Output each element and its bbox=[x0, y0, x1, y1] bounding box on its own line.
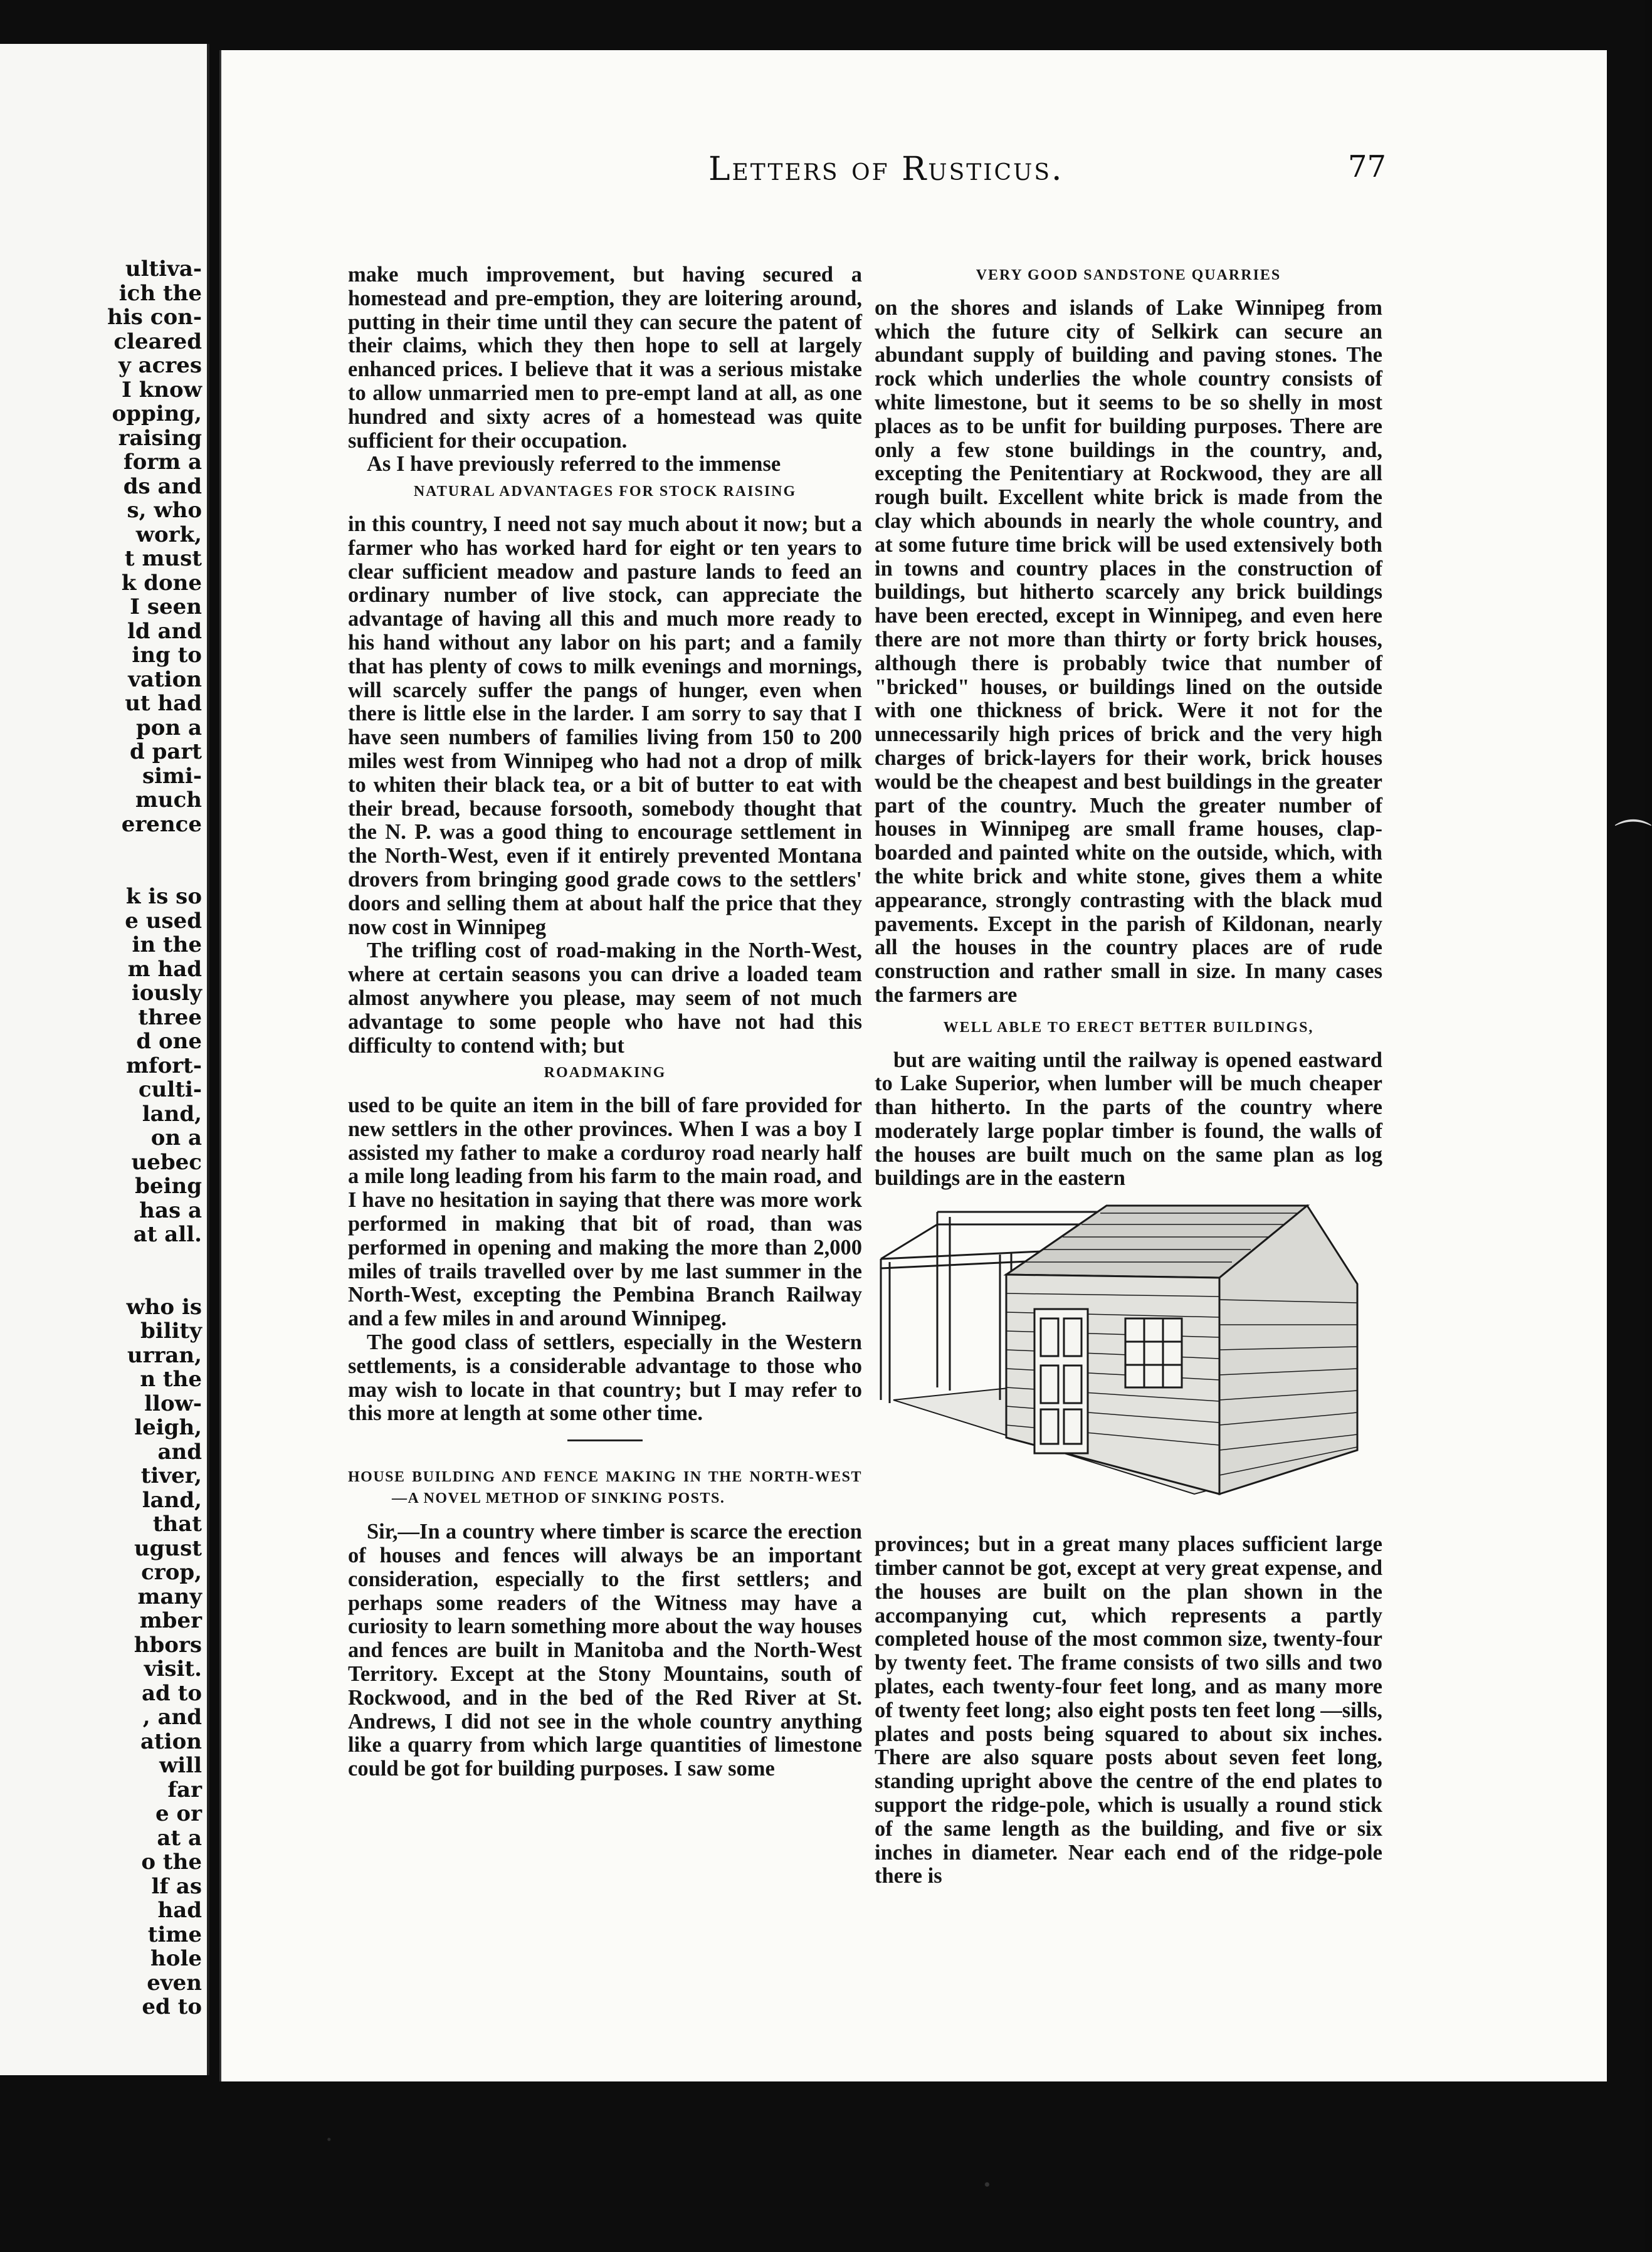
paragraph: Sir,—In a country where timber is scarce the erection of houses and fences will always be an important consideration, especially to the first settlers; and perhaps some readers of the Witness may have a curiosity to learn something more about the way houses and fences are built in Manitoba and the North-West Territory. Except at the Stony Mountains, south of Rockwood, and in the bed of the Red River at St. Andrews, I did not see in the whole country anything like a quarry from which large quantities of limestone could be got for building purposes. I saw some bbox=[348, 1520, 862, 1781]
line-fragment: far bbox=[167, 1777, 202, 1802]
scan-mark: ⌒ bbox=[1614, 817, 1652, 861]
line-fragment: cleared bbox=[113, 329, 202, 354]
paragraph: used to be quite an item in the bill of fare provided for new settlers in the other provinces. When I was a boy I assisted my father to make a corduroy road nearly half a mile long leading from his farm to the main road, and I have no hesitation in saying that there was more work performed in making that bit of road, than was performed in opening and making the more than 2,000 miles of trails travelled over by me last summer in the North-West, excepting the Pembina Branch Railway and a few miles in and around Winnipeg. bbox=[348, 1093, 862, 1331]
line-fragment: visit. bbox=[144, 1656, 202, 1681]
line-fragment: I know bbox=[122, 377, 202, 403]
subheading: ROADMAKING bbox=[544, 1065, 666, 1081]
line-fragment: , and bbox=[142, 1705, 202, 1730]
line-fragment: much bbox=[135, 787, 202, 813]
line-fragment: uebec bbox=[131, 1149, 202, 1175]
line-fragment: vation bbox=[128, 666, 202, 692]
line-fragment: on a bbox=[150, 1125, 202, 1150]
line-fragment: mfort- bbox=[125, 1053, 202, 1078]
paragraph: on the shores and islands of Lake Winnipeg from which the future city of Selkirk can secure an abundant supply of building and paving stones. The rock which underlies the whole country consists of white limestone, but it seems to be so shelly in most places as to be unfit for building purposes. There are only a few stone buildings in the country, and, excepting the Penitentiary at Rockwood, they are all rough built. Excellent white brick is made from the clay which abounds in nearly the whole country, and at some future time brick will be used extensively both in towns and country places in the construction of buildings, but hitherto scarcely any brick buildings have been erected, except in Winnipeg, and even here there are not more than thirty or forty brick houses, although there is probably twice that number of "bricked" houses, or buildings lined on the outside with one thickness of brick. Were it not for the unnecessarily high prices of brick and the very high charges of brick-layers for their work, brick houses would be the cheapest and best buildings in the greater part of the country. Much the greater number of houses in Winnipeg are small frame houses, clap-boarded and painted white on the outside, which, with the white brick and white stone, gives them a white appearance, strongly contrasting with the black mud pavements. Except in the parish of Kildonan, nearly all the houses in the country places are of rude construction and rather small in size. In many cases the farmers are bbox=[875, 295, 1382, 1007]
line-fragment: even bbox=[147, 1970, 202, 1996]
paragraph: provinces; but in a great many places sufficient large timber cannot be got, except at very great expense, and the houses are built on the plan shown in the accompanying cut, which represents a partly completed house of the most common size, twenty-four by twenty feet. The frame consists of two sills and two plates, each twenty-four feet long, and as many more of twenty feet long; also eight posts ten feet long —sills, plates and posts being squared to about six inches. There are also square posts about seven feet long, standing upright above the centre of the end plates to support the ridge-pole, which is usually a round stick of the same length as the building, and five or six inches in diameter. Near each end of the ridge-pole there is bbox=[875, 1532, 1382, 1888]
line-fragment: many bbox=[137, 1584, 202, 1609]
line-fragment: leigh, bbox=[134, 1415, 202, 1440]
line-fragment: in the bbox=[132, 932, 202, 957]
line-fragment: e or bbox=[155, 1801, 202, 1826]
line-fragment: land, bbox=[142, 1487, 202, 1513]
line-fragment: opping, bbox=[112, 401, 202, 426]
line-fragment: ation bbox=[140, 1728, 202, 1754]
line-fragment: o the bbox=[141, 1849, 202, 1875]
section-heading: HOUSE BUILDING AND FENCE MAKING IN THE NORTH-WEST—A NOVEL METHOD OF SINKING POSTS. bbox=[348, 1469, 862, 1507]
line-fragment: ich the bbox=[118, 280, 202, 306]
line-fragment: n the bbox=[140, 1367, 202, 1392]
line-fragment: lf as bbox=[151, 1873, 202, 1899]
line-fragment: work, bbox=[135, 522, 202, 547]
line-fragment: had bbox=[157, 1898, 202, 1923]
line-fragment: ugust bbox=[134, 1535, 202, 1561]
line-fragment: his con- bbox=[107, 305, 202, 330]
line-fragment: k done bbox=[121, 570, 202, 596]
line-fragment: hole bbox=[150, 1946, 202, 1971]
line-fragment: hbors bbox=[134, 1632, 202, 1658]
line-fragment: at a bbox=[157, 1825, 202, 1851]
line-fragment: e used bbox=[125, 908, 202, 934]
line-fragment: form a bbox=[123, 450, 202, 475]
line-fragment: ed to bbox=[142, 1994, 202, 2019]
paragraph: but are waiting until the railway is opened eastward to Lake Superior, when lumber will be much cheaper than hitherto. In the parts of the country where moderately large poplar timber is found, the walls of the houses are built much on the same plan as log buildings are in the eastern bbox=[875, 1048, 1382, 1191]
line-fragment: ultiva- bbox=[125, 256, 202, 282]
line-fragment: d part bbox=[129, 739, 202, 764]
line-fragment: mber bbox=[139, 1608, 202, 1633]
line-fragment: crop, bbox=[141, 1560, 202, 1585]
paragraph: make much improvement, but having secured a homestead and pre-emption, they are loitering around, putting in their time until they can secure the patent of their claims, which they then hope to sell at largely enhanced prices. I believe that it was a serious mistake to allow unmarried men to pre-empt land at all, as one hundred and sixty acres of a homestead was quite sufficient for their occupation. bbox=[348, 263, 862, 453]
line-fragment: urran, bbox=[127, 1342, 202, 1368]
line-fragment: ing to bbox=[132, 643, 202, 668]
line-fragment: d one bbox=[136, 1029, 202, 1054]
line-fragment: land, bbox=[142, 1101, 202, 1127]
line-fragment: ut had bbox=[125, 691, 202, 716]
line-fragment: llow- bbox=[144, 1391, 202, 1416]
paragraph: The good class of settlers, especially in the Western settlements, is a considerable advantage to those who may wish to locate in that country; but I may refer to this more at length at some other time. bbox=[348, 1330, 862, 1426]
line-fragment: who is bbox=[126, 1294, 202, 1320]
line-fragment: pon a bbox=[135, 715, 202, 740]
line-fragment: simi- bbox=[142, 763, 202, 789]
line-fragment: and bbox=[157, 1439, 202, 1465]
subheading: VERY GOOD SANDSTONE QUARRIES bbox=[976, 267, 1281, 283]
line-fragment: m had bbox=[127, 956, 202, 982]
line-fragment: will bbox=[159, 1753, 202, 1778]
paragraph: in this country, I need not say much about it now; but a farmer who has worked hard for eight or ten years to clear sufficient meadow and pasture lands to feed an ordinary number of live stock, can appreciate the advantage of having all this and much more ready to his hand without any labor on his part; and a family that has plenty of cows to milk evenings and mornings, will scarcely suffer the pangs of hunger, even when there is little else in the larder. I am sorry to say that I have seen numbers of families living from 150 to 200 miles west from Winnipeg who had not a drop of milk to whiten their black tea, or a bit of butter to eat with their bread, because forsooth, somebody thought that the N. P. was a good thing to encourage settlement in the North-West, even if it entirely prevented Montana drovers from bringing good grade cows to the settlers' doors and selling them at about half the price that they now cost in Winnipeg bbox=[348, 512, 862, 939]
line-fragment: s, who bbox=[127, 498, 202, 523]
line-fragment: culti- bbox=[138, 1077, 202, 1102]
line-fragment: ad to bbox=[141, 1680, 202, 1706]
line-fragment: t must bbox=[124, 546, 202, 571]
text-column-left bbox=[348, 263, 862, 1781]
line-fragment: tiver, bbox=[140, 1463, 202, 1488]
line-fragment: bility bbox=[140, 1318, 202, 1344]
line-fragment: three bbox=[138, 1004, 202, 1030]
paragraph: As I have previously referred to the immense bbox=[367, 452, 781, 476]
line-fragment: iously bbox=[131, 981, 202, 1006]
facing-page-fragment bbox=[0, 44, 209, 2075]
line-fragment: I seen bbox=[130, 594, 202, 619]
subheading: NATURAL ADVANTAGES FOR STOCK RAISING bbox=[413, 483, 797, 500]
section-divider bbox=[567, 1439, 643, 1441]
page-number: 77 bbox=[1348, 149, 1387, 184]
paragraph: The trifling cost of road-making in the North-West, where at certain seasons you can drive a loaded team almost anywhere you please, may seem of not much advantage to some people who have not had this difficulty to contend with; but bbox=[348, 939, 862, 1058]
line-fragment: ld and bbox=[127, 618, 202, 644]
line-fragment: k is so bbox=[125, 884, 202, 909]
line-fragment: has a bbox=[139, 1197, 202, 1223]
house-engraving-illustration bbox=[868, 1199, 1382, 1519]
text-column-right bbox=[875, 260, 1382, 1888]
subheading: WELL ABLE TO ERECT BETTER BUILDINGS, bbox=[943, 1019, 1314, 1036]
line-fragment: time bbox=[147, 1922, 202, 1947]
line-fragment: y acres bbox=[118, 353, 202, 378]
line-fragment: erence bbox=[121, 811, 202, 837]
line-fragment: that bbox=[152, 1512, 202, 1537]
running-head: Letters of Rusticus. bbox=[708, 150, 1064, 188]
line-fragment: ds and bbox=[123, 473, 202, 499]
line-fragment: at all. bbox=[133, 1222, 202, 1247]
line-fragment: being bbox=[135, 1174, 202, 1199]
line-fragment: raising bbox=[118, 425, 202, 451]
